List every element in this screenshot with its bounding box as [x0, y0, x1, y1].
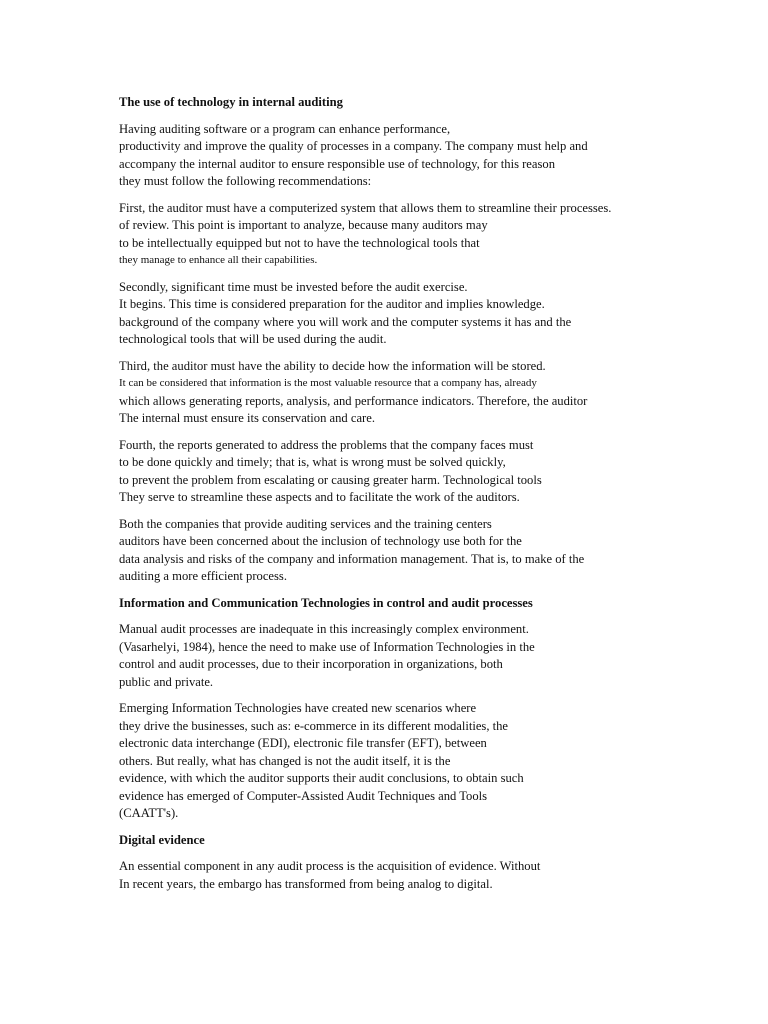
text-line: they manage to enhance all their capabilities.: [119, 254, 318, 266]
text-line: to prevent the problem from escalating or causing greater harm. Technological tools: [119, 472, 542, 487]
text-line: Having auditing software or a program can enhance performance,: [119, 121, 451, 136]
text-line: Secondly, significant time must be invested before the audit exercise.: [119, 279, 468, 294]
text-line: In recent years, the embargo has transformed from being analog to digital.: [119, 876, 493, 891]
text-line: Emerging Information Technologies have created new scenarios where: [119, 701, 477, 715]
text-line: control and audit processes, due to their incorporation in organizations, both: [119, 657, 503, 671]
text-line: data analysis and risks of the company and information management. That is, to make of the: [119, 551, 585, 566]
section-heading: [119, 595, 719, 613]
text-line: electronic data interchange (EDI), electronic file transfer (EFT), between: [119, 736, 487, 750]
text-line: It begins. This time is considered preparation for the auditor and implies knowledge.: [119, 297, 545, 311]
paragraph: [119, 516, 719, 586]
document-page: [119, 94, 719, 902]
text-line: Third, the auditor must have the ability to decide how the information will be stored.: [119, 358, 546, 373]
section-heading: [119, 94, 719, 112]
text-line: The use of technology in internal auditing: [119, 95, 343, 109]
text-line: auditing a more efficient process.: [119, 569, 287, 583]
text-line: An essential component in any audit process is the acquisition of evidence. Without: [119, 859, 541, 873]
paragraph: [119, 279, 719, 349]
paragraph: [119, 437, 719, 507]
paragraph: [119, 621, 719, 691]
text-line: First, the auditor must have a computerized system that allows them to streamline their processes.: [119, 200, 612, 215]
text-line: to be done quickly and timely; that is, what is wrong must be solved quickly,: [119, 455, 506, 469]
text-line: others. But really, what has changed is not the audit itself, it is the: [119, 753, 451, 768]
text-line: technological tools that will be used during the audit.: [119, 332, 387, 346]
paragraph: [119, 700, 719, 823]
text-line: (Vasarhelyi, 1984), hence the need to make use of Information Technologies in the: [119, 639, 535, 654]
text-line: Manual audit processes are inadequate in this increasingly complex environment.: [119, 622, 529, 636]
text-line: (CAATT's).: [119, 806, 179, 820]
text-line: which allows generating reports, analysis, and performance indicators. Therefore, the auditor: [119, 393, 588, 408]
text-line: evidence, with which the auditor supports their audit conclusions, to obtain such: [119, 771, 524, 785]
text-line: they must follow the following recommendations:: [119, 174, 372, 188]
text-line: They serve to streamline these aspects and to facilitate the work of the auditors.: [119, 490, 520, 504]
paragraph: [119, 858, 719, 893]
paragraph: [119, 200, 719, 270]
text-line: productivity and improve the quality of processes in a company. The company must help and: [119, 139, 588, 153]
text-line: It can be considered that information is the most valuable resource that a company has, already: [119, 377, 537, 389]
text-line: Information and Communication Technologies in control and audit processes: [119, 595, 533, 610]
text-line: of review. This point is important to analyze, because many auditors may: [119, 218, 488, 232]
text-line: they drive the businesses, such as: e-commerce in its different modalities, the: [119, 718, 509, 733]
text-line: background of the company where you will work and the computer systems it has and the: [119, 314, 572, 329]
text-line: Fourth, the reports generated to address the problems that the company faces must: [119, 437, 534, 452]
section-heading: [119, 832, 719, 850]
text-line: accompany the internal auditor to ensure responsible use of technology, for this reason: [119, 156, 555, 171]
text-line: The internal must ensure its conservation and care.: [119, 411, 375, 425]
paragraph: [119, 121, 719, 191]
text-line: public and private.: [119, 674, 214, 689]
text-line: auditors have been concerned about the inclusion of technology use both for the: [119, 534, 522, 548]
text-line: Digital evidence: [119, 832, 205, 847]
text-line: to be intellectually equipped but not to have the technological tools that: [119, 235, 480, 250]
text-line: evidence has emerged of Computer-Assisted Audit Techniques and Tools: [119, 788, 488, 803]
paragraph: [119, 358, 719, 428]
text-line: Both the companies that provide auditing services and the training centers: [119, 516, 492, 531]
